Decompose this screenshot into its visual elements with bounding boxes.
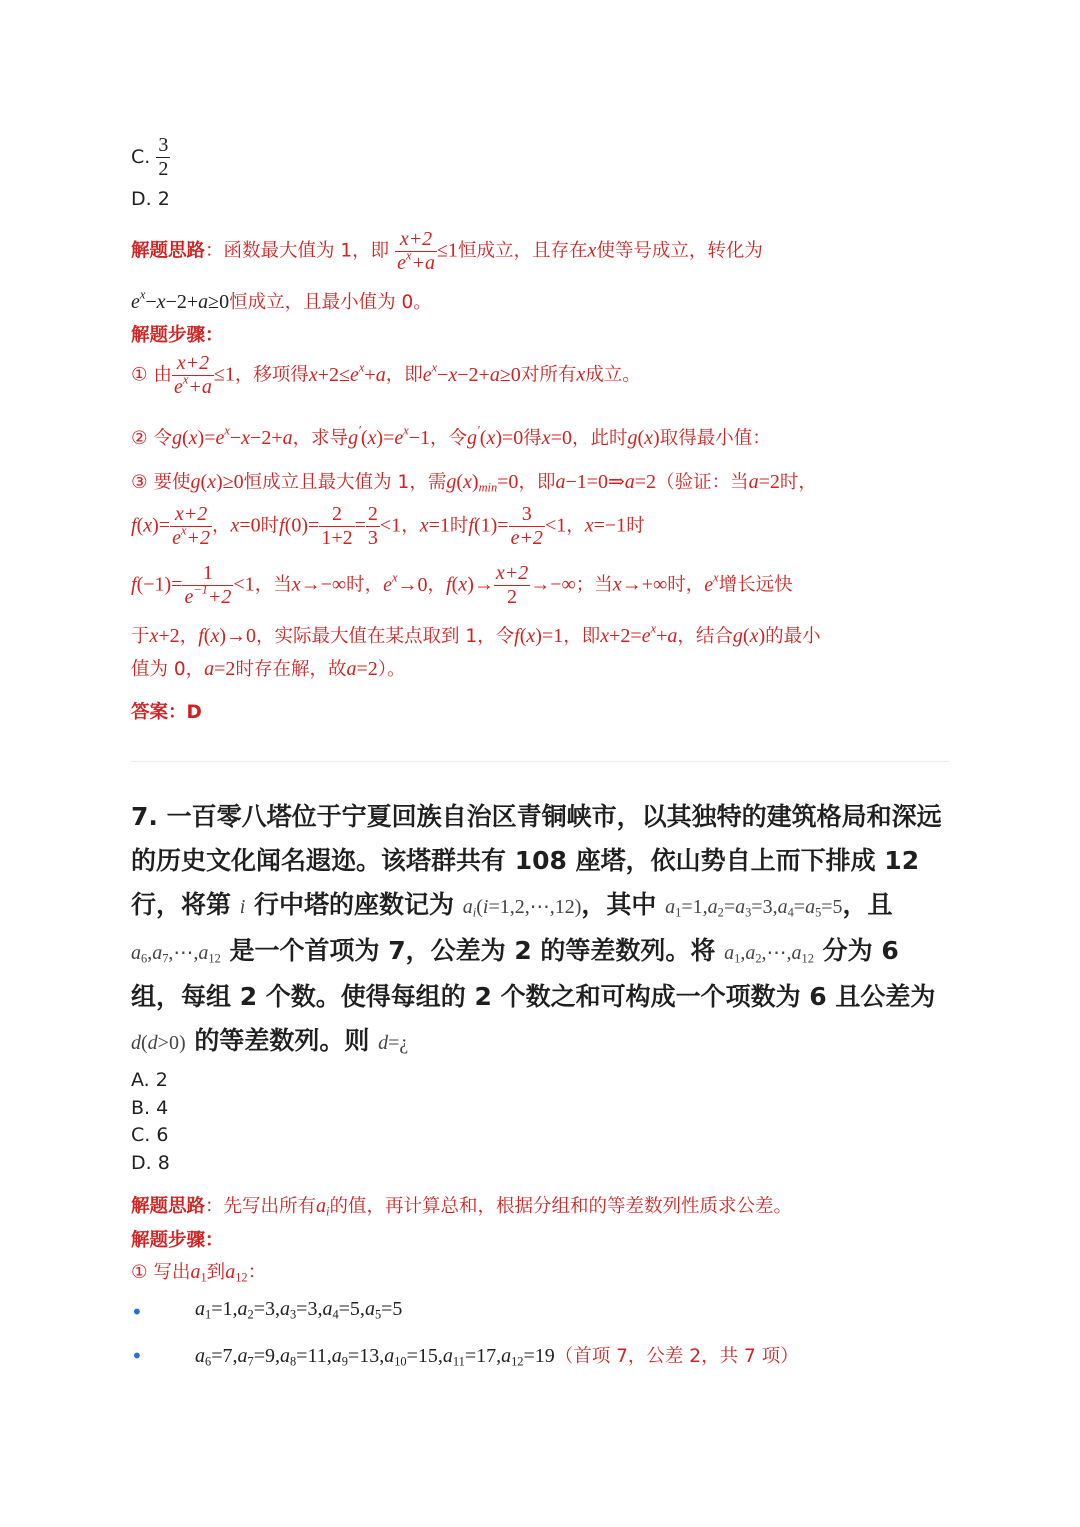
step-text: ① 由 <box>131 364 172 386</box>
step-text: ， <box>211 515 231 537</box>
fraction-x2-over-2: $\frac{x+2}{2}$ <box>495 562 529 608</box>
question-text: ，且 <box>842 890 893 919</box>
math-initial-terms: $a_1=1,a_2=a_3=3,a_4=a_5=5$ <box>665 896 843 920</box>
option-c <box>131 134 170 181</box>
option-d: D. 8 <box>131 1152 170 1174</box>
fraction-x2-over-exa: $\frac{x+2}{e^x+a}$ <box>173 352 212 398</box>
math-a6-a12: $a_6,a_7,\cdots,a_{12}$ <box>131 942 221 966</box>
step-text: 增长远快 <box>718 574 793 596</box>
idea-label: 解题思路 <box>131 240 206 262</box>
step-text: ， <box>566 515 585 537</box>
option-c: C. 6 <box>131 1124 169 1146</box>
math-i: i <box>239 896 246 918</box>
option-a: A. 2 <box>131 1069 168 1091</box>
idea-text: 使等号成立，转化为 <box>596 240 763 262</box>
step-text: （验证：当 <box>656 472 749 493</box>
step-text: 时 <box>260 515 280 537</box>
step-text: 值为 0， <box>131 659 205 680</box>
step-text: ，求导 <box>292 428 349 449</box>
q7-steps-label: 解题步骤： <box>131 1230 224 1251</box>
step-text: ，当 <box>254 574 292 596</box>
prev-solution-idea: 解题思路：函数最大值为 1，即 $\frac{x+2}{e^x+a}$ ≤1恒成立，且存在x使等号成立，转化为 <box>131 228 763 274</box>
fraction-x2-over-exa: $\frac{x+2}{e^x+a}$ <box>397 228 435 274</box>
step-text: 得 <box>523 428 542 449</box>
step-text: ，即 <box>385 364 423 386</box>
step-text: 时 <box>449 515 469 537</box>
q7-solution-idea: 解题思路：先写出所有$a_i$的值，再计算总和，根据分组和的等差数列性质求公差。 <box>131 1195 792 1219</box>
section-divider <box>131 761 949 762</box>
step-text: ③ 要使 <box>131 472 191 493</box>
option-d: D. 2 <box>131 188 170 210</box>
option-c-label: C. <box>131 146 151 168</box>
question-text: 行中塔的座数记为 <box>254 890 455 919</box>
step-text: ， <box>401 515 420 537</box>
prev-step-3-line-5: 值为 0，a=2时存在解，故a=2）。 <box>131 658 406 680</box>
step-text: ，实际最大值在某点取到 1，令 <box>256 626 515 647</box>
step-text: 时， <box>346 574 384 596</box>
step-text: 到 <box>206 1262 226 1283</box>
question-7 <box>131 795 951 1065</box>
prev-step-3-line-4: 于x+2，f(x)→0，实际最大值在某点取到 1，令f(x)=1，即$x+2=e^x+a$，结合g(x)的最小 <box>131 621 821 647</box>
step-text: ，此时 <box>571 428 628 449</box>
step-text: ）。 <box>377 659 406 680</box>
step-text: 于 <box>131 626 150 647</box>
idea-text: 恒成立，且最小值为 0。 <box>229 292 432 313</box>
bullet-note: （首项 7，公差 2，共 7 项） <box>554 1346 799 1367</box>
step-text: 恒成立且最大值为 1，需 <box>243 472 447 493</box>
bullet-terms-6-12: $a_6=7,a_7=9,a_8=11,a_9=13,a_{10}=15,a_{11}=17,a_{12}=19$（首项 7，公差 2，共 7 项） <box>195 1345 799 1369</box>
step-text: 时， <box>779 472 817 493</box>
idea-label: 解题思路 <box>131 1196 206 1217</box>
math-ai-range: $a_i(i=1,2,\cdots,12)$ <box>462 896 582 920</box>
prev-step-1: ① 由 $\frac{x+2}{e^x+a}$ ≤1，移项得$x+2\le e^x+a$，即$e^x-x-2+a\ge 0$对所有x成立。 <box>131 352 641 398</box>
question-text: 一百零八塔位于宁夏回族自治区青铜峡市，以其独特的建筑格局和深远的历史文化闻名遐迩。该塔群共有 108 座塔，依山势自上而下排成 12 行，将第 <box>131 802 942 919</box>
bullet-marker: • <box>131 1300 143 1324</box>
idea-text: ：先写出所有 <box>205 1196 317 1217</box>
step-text: 的最小 <box>765 626 821 647</box>
math-a1-a12: $a_1,a_2,\cdots,a_{12}$ <box>724 942 814 966</box>
question-number: 7. <box>131 802 158 831</box>
question-text: 是一个首项为 7，公差为 2 的等差数列。将 <box>229 936 716 965</box>
step-text: ， <box>427 574 447 596</box>
prev-steps-label: 解题步骤： <box>131 325 224 346</box>
step-text: 时， <box>667 574 705 596</box>
question-text: 的等差数列。则 <box>194 1026 370 1055</box>
fraction-2-over-3: $\frac{2}{3}$ <box>367 503 378 549</box>
fraction-fx: $\frac{x+2}{e^x+2}$ <box>172 503 210 549</box>
step-text: ① 写出 <box>131 1262 191 1283</box>
q7-step-1: ① 写出$a_1$到$a_{12}$： <box>131 1261 267 1285</box>
option-c-numerator: 3 <box>158 134 169 156</box>
step-text: ，即 <box>563 626 601 647</box>
step-text: ，结合 <box>677 626 733 647</box>
idea-text: ：函数最大值为 1，即 <box>205 240 390 262</box>
option-c-denominator: 2 <box>158 158 169 180</box>
idea-text: 的值，再计算总和，根据分组和的等差数列性质求公差。 <box>329 1196 792 1217</box>
step-text: ② 令 <box>131 428 172 449</box>
steps-label: 解题步骤 <box>131 325 206 346</box>
prev-step-2: ② 令$g(x)=e^x-x-2+a$，求导$g'(x)=e^x-1$，令g′(x)=0得x=0，此时g(x)取得最小值： <box>131 423 771 449</box>
prev-step-3-line-2: f(x)= $\frac{x+2}{e^x+2}$ ，x=0时f(0)= $\frac{2}{1+2}$ = $\frac{2}{3}$ <1，x=1时f(1)= $\frac{3}{e+2}$ <1，x=−1时 <box>131 503 645 549</box>
idea-text: 恒成立，且存在 <box>457 240 588 262</box>
step-text: ，令 <box>430 428 468 449</box>
math-d: d(d>0) <box>131 1032 186 1054</box>
step-text: 时 <box>626 515 645 537</box>
step-text: 取得最小值： <box>659 428 771 449</box>
step-text: ： <box>247 1262 267 1283</box>
fraction-1-over-einv: $\frac{1}{e^{-1}+2}$ <box>184 562 232 608</box>
prev-idea-line2: $e^x-x-2+a\ge 0$恒成立，且最小值为 0。 <box>131 287 432 313</box>
prev-step-3-line-3: f(−1)= $\frac{1}{e^{-1}+2}$ <1，当x→−∞时，$e^x\to 0$，f(x)→ $\frac{x+2}{2}$ →−∞；当x→+∞时，$e^x$增长远快 <box>131 562 793 608</box>
prev-answer: 答案：D <box>131 702 202 723</box>
option-b: B. 4 <box>131 1097 169 1119</box>
option-c-fraction <box>156 134 170 181</box>
question-text: 分为 6 组，每组 2 个数。使得每组的 2 个数之和可构成一个项数为 6 且公差为 <box>131 936 936 1011</box>
step-text: ，移项得 <box>234 364 309 386</box>
math-d-equals: d=¿ <box>378 1032 409 1054</box>
steps-label: 解题步骤 <box>131 1230 206 1251</box>
fraction-2-over-1plus2: $\frac{2}{1+2}$ <box>321 503 353 549</box>
step-text: ；当 <box>575 574 613 596</box>
fraction-3-over-eplus2: $\frac{3}{e+2}$ <box>510 503 543 549</box>
step-text: 成立。 <box>585 364 641 386</box>
bullet-marker: • <box>131 1344 143 1368</box>
step-text: ， <box>179 626 199 647</box>
step-text: ，即 <box>518 472 556 493</box>
bullet-terms-1-5: $a_1=1,a_2=3,a_3=3,a_4=5,a_5=5$ <box>195 1298 403 1322</box>
step-text: 时存在解，故 <box>235 659 347 680</box>
prev-step-3: ③ 要使g(x)≥0恒成立且最大值为 1，需$g(x)_{min}=0$，即a−1=0⇒a=2（验证：当a=2时， <box>131 471 817 495</box>
question-text: ，其中 <box>581 890 657 919</box>
step-text: 对所有 <box>520 364 577 386</box>
